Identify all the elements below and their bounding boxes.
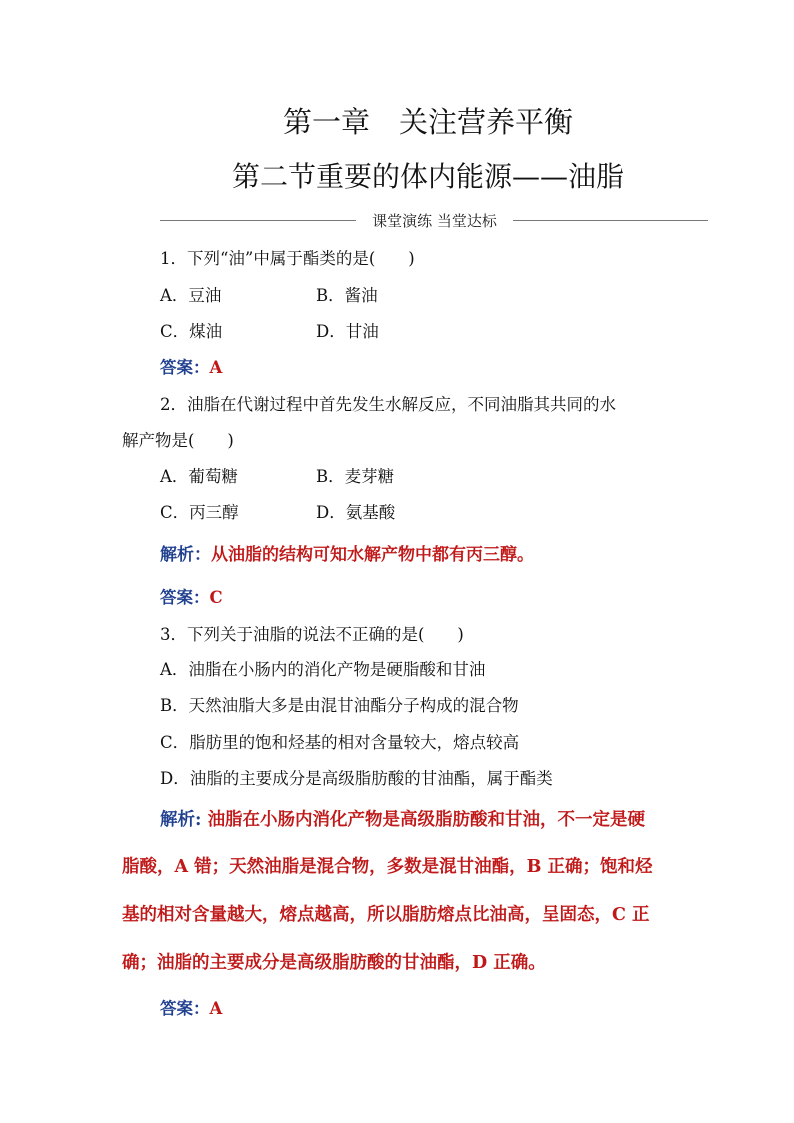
- q3-analysis-line2: 脂酸，A 错；天然油脂是混合物，多数是混甘油酯，B 正确；饱和烃: [122, 857, 653, 877]
- divider-line-right: [513, 220, 708, 221]
- section-label: 课堂演练 当堂达标: [372, 212, 497, 230]
- q3-analysis-line1: [160, 806, 645, 831]
- q3-option-d: D．油脂的主要成分是高级脂肪酸的甘油酯，属于酯类: [160, 769, 553, 788]
- q1-option-b: B．酱油: [316, 286, 378, 305]
- q3-option-a: A．油脂在小肠内的消化产物是硬脂酸和甘油: [160, 660, 486, 679]
- q2-option-d: D．氨基酸: [316, 503, 396, 522]
- q3-option-c: C．脂肪里的饱和烃基的相对含量较大，熔点较高: [160, 733, 520, 752]
- section-title: 第二节重要的体内能源——油脂: [231, 160, 624, 193]
- q1-option-c: C．煤油: [160, 322, 223, 341]
- q2-option-a: A．葡萄糖: [160, 467, 238, 486]
- answer-label: 答案：: [160, 358, 210, 377]
- q2-option-b: B．麦芽糖: [316, 467, 395, 486]
- analysis-text: 从油脂的结构可知水解产物中都有丙三醇。: [211, 545, 534, 565]
- answer-label: 答案：: [160, 999, 210, 1018]
- q1-option-d: D．甘油: [316, 322, 379, 341]
- analysis-label: 解析：: [160, 545, 211, 565]
- q2-stem-line1: 2．油脂在代谢过程中首先发生水解反应，不同油脂其共同的水: [160, 395, 616, 414]
- answer-value: C: [209, 588, 223, 607]
- answer-label: 答案：: [160, 588, 210, 607]
- q3-stem: 3．下列关于油脂的说法不正确的是( ): [160, 625, 464, 644]
- q3-option-b: B．天然油脂大多是由混甘油酯分子构成的混合物: [160, 696, 519, 715]
- answer-value: A: [209, 999, 223, 1018]
- q2-option-c: C．丙三醇: [160, 503, 239, 522]
- q3-analysis-line3: 基的相对含量越大，熔点越高，所以脂肪熔点比油高，呈固态，C 正: [122, 905, 650, 925]
- analysis-label: 解析:: [160, 810, 202, 830]
- q2-stem-line2: 解产物是( ): [122, 431, 234, 450]
- analysis-text: 油脂在小肠内消化产物是高级脂肪酸和甘油，不一定是硬: [207, 810, 646, 830]
- q2-analysis: [160, 540, 534, 565]
- section-divider: [160, 209, 708, 231]
- q3-analysis-line4: 确；油脂的主要成分是高级脂肪酸的甘油酯，D 正确。: [122, 953, 546, 973]
- q2-answer: [160, 584, 223, 608]
- divider-line-left: [160, 220, 356, 221]
- q3-answer: [160, 995, 222, 1019]
- chapter-title: 第一章 关注营养平衡: [282, 105, 573, 139]
- q1-answer: [160, 354, 222, 378]
- q1-option-a: A．豆油: [160, 286, 222, 305]
- answer-value: A: [209, 358, 223, 377]
- q1-stem: 1．下列“油”中属于酯类的是( ): [160, 249, 415, 268]
